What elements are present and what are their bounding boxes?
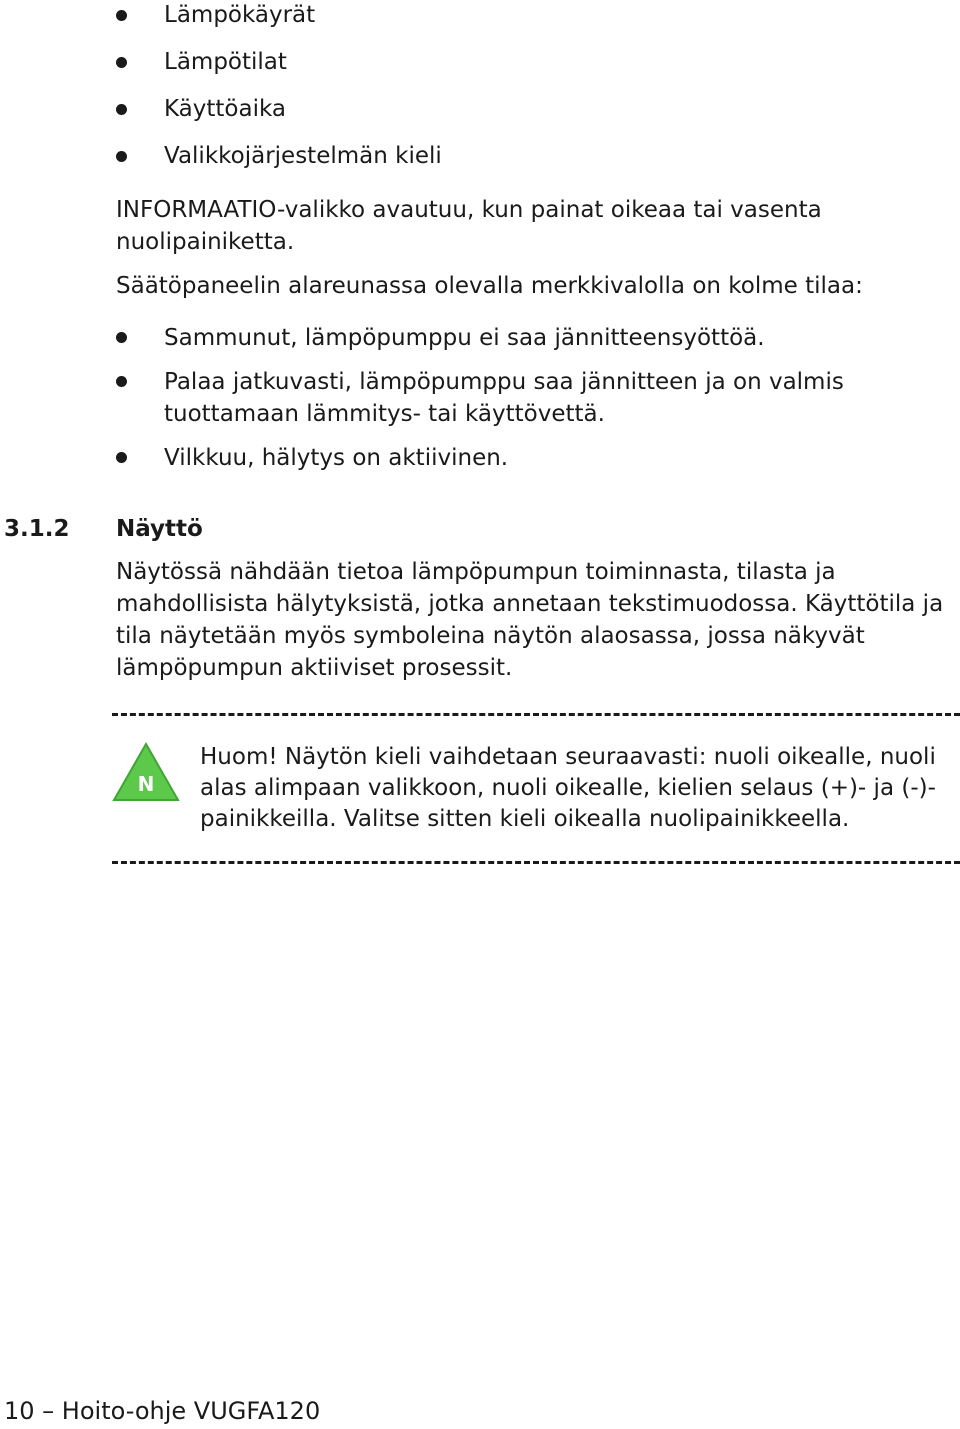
section-heading xyxy=(4,516,203,542)
bullet-icon xyxy=(116,104,127,115)
list-item: Palaa jatkuvasti, lämpöpumppu saa jännitteen ja on valmis tuottamaan lämmitys- tai käyttövettä. xyxy=(116,366,936,430)
list-item: Lämpötilat xyxy=(116,47,442,94)
info-paragraph: INFORMAATIO-valikko avautuu, kun painat oikeaa tai vasenta nuolipainiketta. xyxy=(116,197,822,255)
note-text: Huom! Näytön kieli vaihdetaan seuraavasti: nuoli oikealle, nuoli alas alimpaan valikkoon, nuoli oikealle, kielien selaus (+)- ja (-)-painikkeilla. Valitse sitten kieli oikealla nuolipainikkeella. xyxy=(200,744,936,832)
list-item: Käyttöaika xyxy=(116,94,442,141)
indicator-states-list xyxy=(116,322,936,486)
info-menu-list xyxy=(116,0,442,188)
page-footer: 10 – Hoito-ohje VUGFA120 xyxy=(4,1397,321,1425)
section-number: 3.1.2 xyxy=(4,516,70,542)
list-item: Sammunut, lämpöpumppu ei saa jännitteensyöttöä. xyxy=(116,322,936,354)
section-body: Näytössä nähdään tietoa lämpöpumpun toiminnasta, tilasta ja mahdollisista hälytyksistä, jotka annetaan tekstimuodossa. Käyttötila ja tila näytetään myös symboleina näytön alaosassa, jossa näkyvät lämpöpumpun aktiiviset prosessit. xyxy=(116,559,944,681)
divider-bottom xyxy=(112,861,960,864)
bullet-icon xyxy=(116,10,127,21)
divider-top xyxy=(112,713,960,716)
bullet-icon xyxy=(116,376,127,387)
list-item: Vilkkuu, hälytys on aktiivinen. xyxy=(116,442,936,474)
list-item: Lämpökäyrät xyxy=(116,0,442,47)
bullet-icon xyxy=(116,452,127,463)
bullet-icon xyxy=(116,57,127,68)
note-icon xyxy=(112,742,180,802)
note-icon-letter: N xyxy=(137,772,155,796)
bullet-icon xyxy=(116,151,127,162)
bullet-icon xyxy=(116,332,127,343)
list-item: Valikkojärjestelmän kieli xyxy=(116,141,442,188)
section-title: Näyttö xyxy=(116,516,203,542)
indicator-intro: Säätöpaneelin alareunassa olevalla merkkivalolla on kolme tilaa: xyxy=(116,273,863,299)
